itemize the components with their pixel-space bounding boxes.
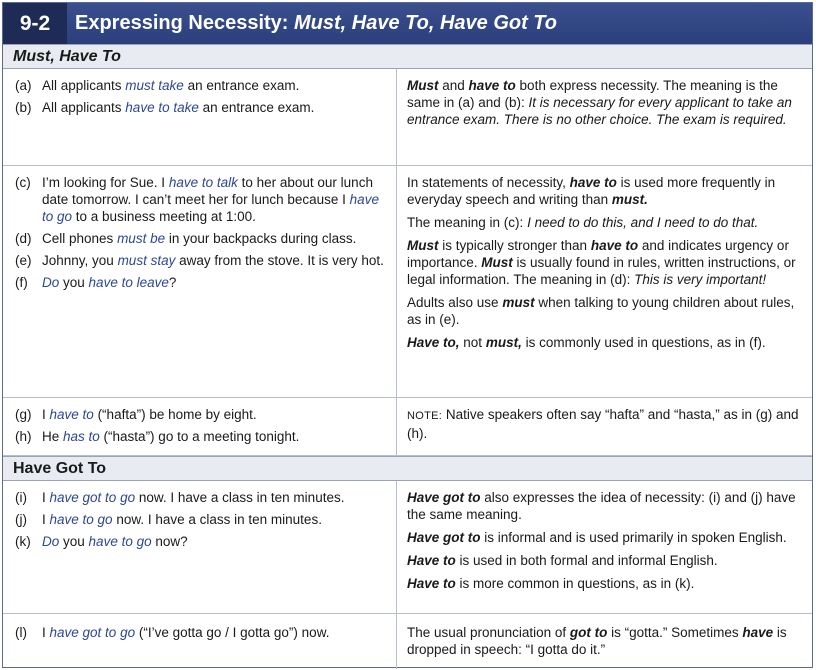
example-e: (e) Johnny, you must stay away from the stove. It is very hot. <box>15 253 384 268</box>
note-label: NOTE: <box>407 410 443 422</box>
examples-cell <box>3 614 397 669</box>
explanation-cell <box>397 69 812 165</box>
explanation-paragraph: Have got to also expresses the idea of necessity: (i) and (j) have the same meaning. <box>407 490 796 522</box>
example-j: (j) I have to go now. I have a class in ten minutes. <box>15 512 322 527</box>
grammar-chart <box>2 2 813 668</box>
explanation-paragraph: Have to is used in both formal and informal English. <box>407 553 718 568</box>
example-b: (b) All applicants have to take an entrance exam. <box>15 100 315 115</box>
examples-cell <box>3 481 397 613</box>
table-row <box>3 166 812 398</box>
explanation-paragraph: Have got to is informal and is used primarily in spoken English. <box>407 530 787 545</box>
table-row <box>3 69 812 166</box>
table-row <box>3 481 812 614</box>
explanation-paragraph: Must is typically stronger than have to and indicates urgency or importance. Must is usually found in rules, written instructions, or legal information. The meaning in (d): This is very important! <box>407 238 796 287</box>
explanation-paragraph: Must and have to both express necessity. The meaning is the same in (a) and (b): It is necessary for every applicant to take an entrance exam. There is no other choice. The exam is required. <box>407 78 792 127</box>
explanation-paragraph: Have to, not must, is commonly used in questions, as in (f). <box>407 335 766 350</box>
explanation-paragraph: Have to is more common in questions, as in (k). <box>407 576 695 591</box>
examples-cell <box>3 398 397 455</box>
chart-title: Expressing Necessity: Must, Have To, Have Got To <box>75 12 557 34</box>
example-g: (g) I have to (“hafta”) be home by eight. <box>15 407 257 422</box>
explanation-paragraph: Adults also use must when talking to young children about rules, as in (e). <box>407 295 795 327</box>
note-paragraph: NOTE: Native speakers often say “hafta” and “hasta,” as in (g) and (h). <box>407 407 799 441</box>
example-a: (a) All applicants must take an entrance exam. <box>15 78 300 93</box>
explanation-cell <box>397 166 812 397</box>
chart-number: 9-2 <box>3 3 67 44</box>
example-f: (f) Do you have to leave? <box>15 275 177 290</box>
table-row <box>3 398 812 456</box>
explanation-paragraph: The usual pronunciation of got to is “gotta.” Sometimes have is dropped in speech: “I gotta do it.” <box>407 625 787 657</box>
explanation-cell <box>397 398 812 455</box>
example-l: (l) I have got to go (“I’ve gotta go / I gotta go”) now. <box>15 625 330 640</box>
examples-cell <box>3 69 397 165</box>
explanation-cell <box>397 614 812 669</box>
section-header-have-got-to: Have Got To <box>3 456 812 481</box>
example-k: (k) Do you have to go now? <box>15 534 188 549</box>
example-h: (h) He has to (“hasta”) go to a meeting tonight. <box>15 429 300 444</box>
section-header-must-have-to: Must, Have To <box>3 44 812 69</box>
example-i: (i) I have got to go now. I have a class in ten minutes. <box>15 490 345 505</box>
explanation-cell <box>397 481 812 613</box>
chart-title-bar <box>3 3 812 44</box>
table-row <box>3 614 812 669</box>
explanation-paragraph: The meaning in (c): I need to do this, and I need to do that. <box>407 215 759 230</box>
example-d: (d) Cell phones must be in your backpacks during class. <box>15 231 357 246</box>
examples-cell <box>3 166 397 397</box>
explanation-paragraph: In statements of necessity, have to is used more frequently in everyday speech and writing than must. <box>407 175 776 207</box>
example-c: (c) I’m looking for Sue. I have to talk to her about our lunch date tomorrow. I can’t meet her for lunch because I have to go to a business meeting at 1:00. <box>15 175 379 224</box>
